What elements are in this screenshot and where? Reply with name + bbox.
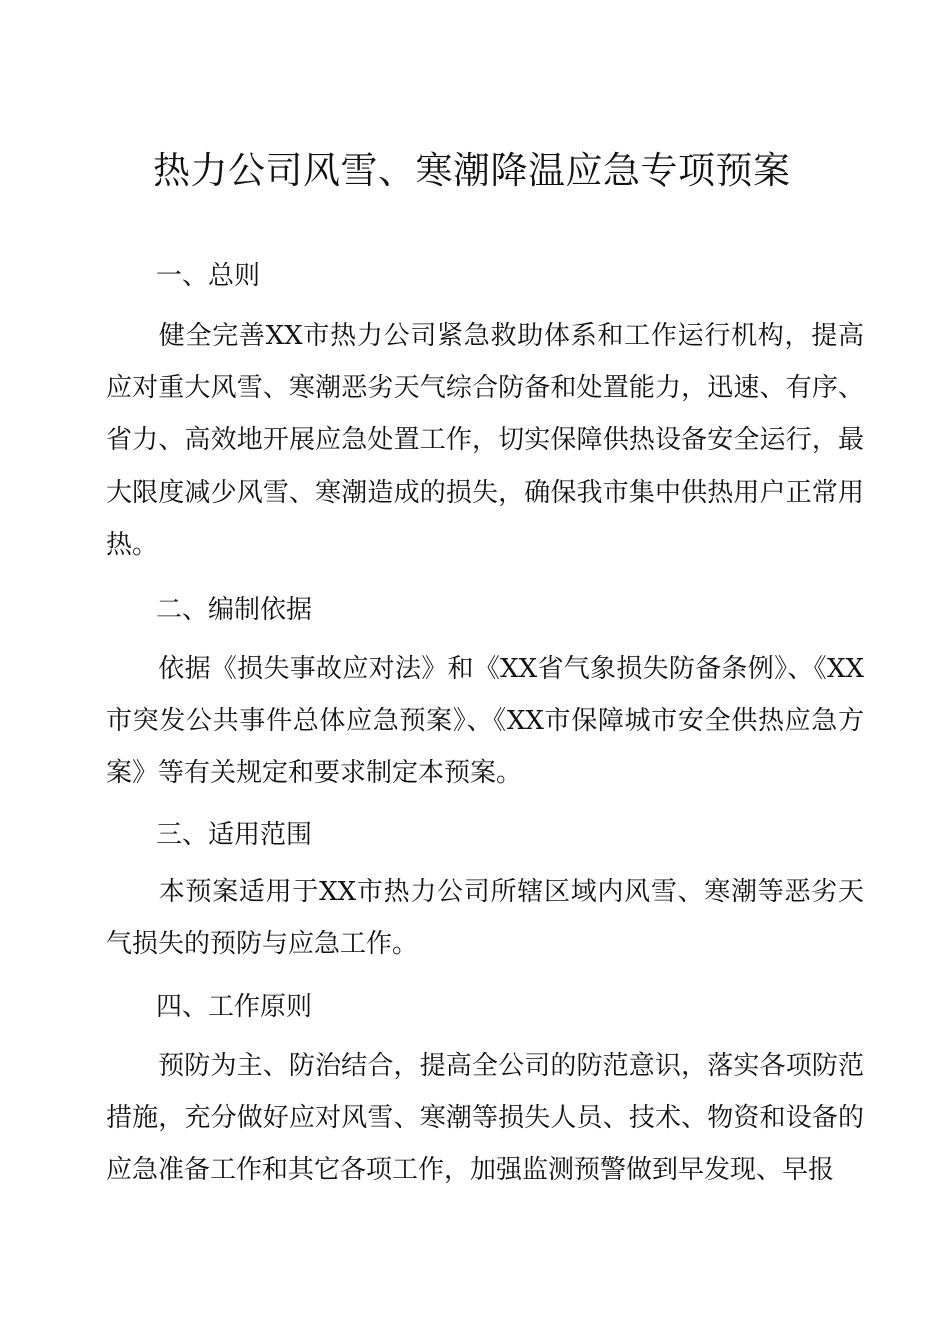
section-paragraph-general: 健全完善XX市热力公司紧急救助体系和工作运行机构，提高应对重大风雪、寒潮恶劣天气综合防备和处置能力，迅速、有序、省力、高效地开展应急处置工作，切实保障供热设备安全运行，最大限度减少风雪、寒潮造成的损失，确保我市集中供热用户正常用热。 [106,321,864,560]
section-heading-general: 一、总则 [156,261,261,291]
section-paragraph-scope: 本预案适用于XX市热力公司所辖区域内风雪、寒潮等恶劣天气损失的预防与应急工作。 [106,877,864,960]
section-paragraph-basis: 依据《损失事故应对法》和《XX省气象损失防备条例》、《XX市突发公共事件总体应急预案》、《XX市保障城市安全供热应急方案》等有关规定和要求制定本预案。 [106,654,864,789]
document-title: 热力公司风雪、寒潮降温应急专项预案 [153,149,791,192]
section-heading-basis: 二、编制依据 [156,595,313,625]
section-heading-principles: 四、工作原则 [156,992,313,1022]
section-heading-scope: 三、适用范围 [156,820,313,850]
section-paragraph-principles: 预防为主、防治结合，提高全公司的防范意识，落实各项防范措施，充分做好应对风雪、寒潮等损失人员、技术、物资和设备的应急准备工作和其它各项工作，加强监测预警做到早发现、早报 [106,1051,864,1186]
